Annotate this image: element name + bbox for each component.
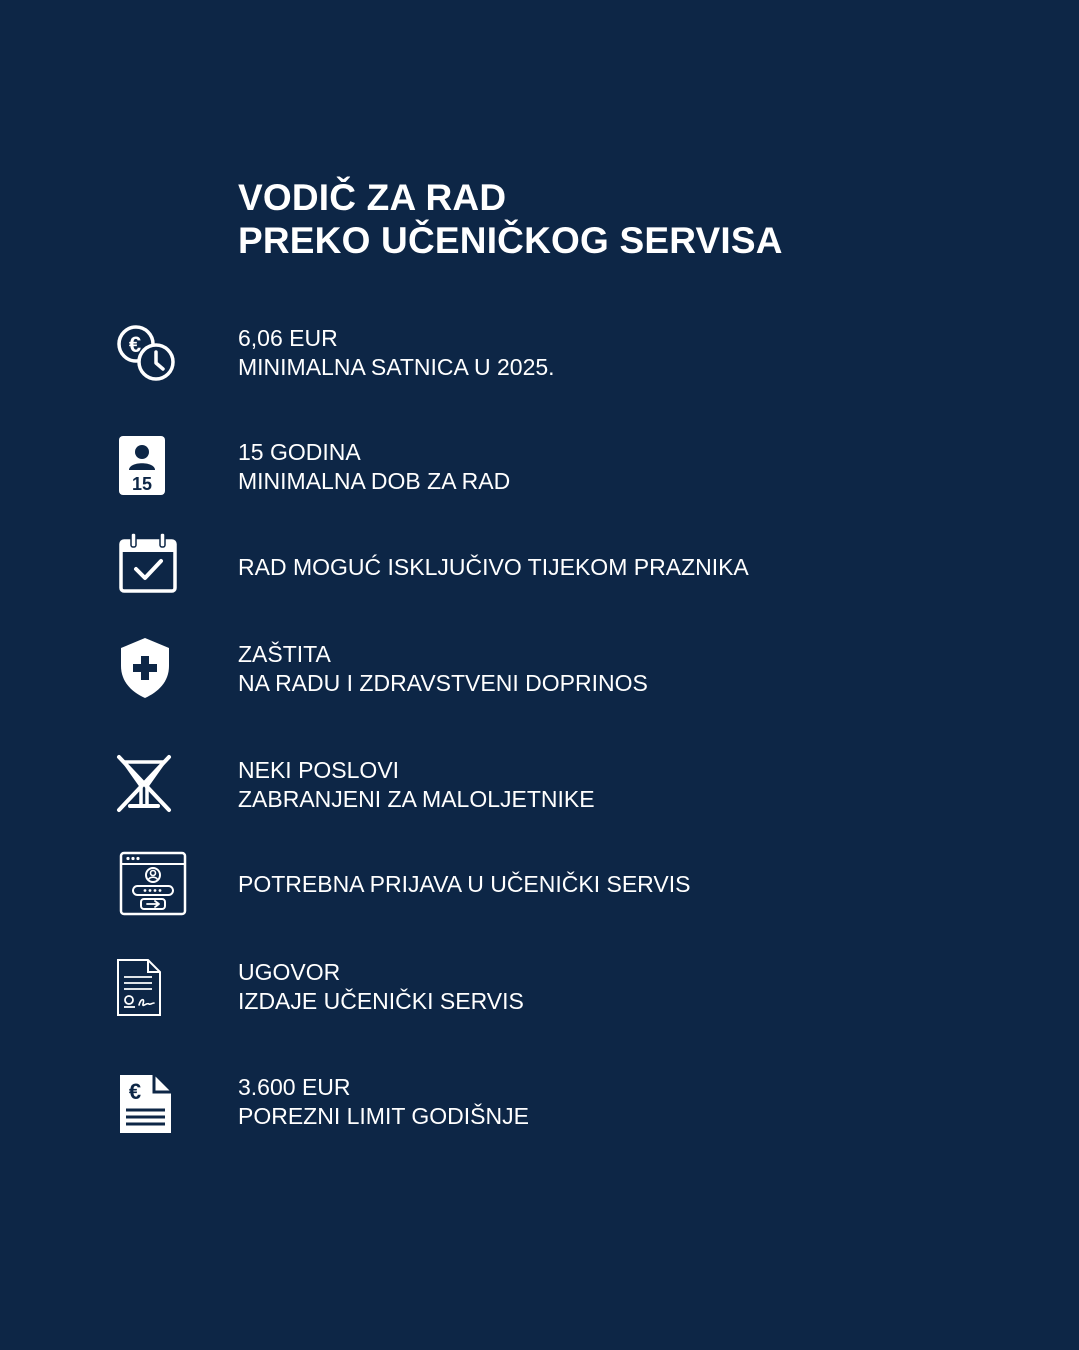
registration-text bbox=[238, 870, 690, 899]
euro-document-icon bbox=[118, 1073, 174, 1135]
euro-clock-icon bbox=[116, 322, 176, 382]
contract-title: UGOVOR bbox=[238, 959, 341, 985]
hourly-wage-value: 6,06 EUR bbox=[238, 325, 338, 351]
page-title bbox=[238, 176, 783, 262]
forbidden-jobs-text bbox=[238, 756, 595, 814]
contract-text bbox=[238, 958, 524, 1016]
registration-label: POTREBNA PRIJAVA U UČENIČKI SERVIS bbox=[238, 871, 691, 897]
calendar-check-icon bbox=[118, 532, 178, 594]
forbidden-jobs-label: ZABRANJENI ZA MALOLJETNIKE bbox=[238, 786, 595, 812]
age-id-badge-icon bbox=[118, 435, 168, 497]
tax-limit-value: 3.600 EUR bbox=[238, 1074, 351, 1100]
contract-document-icon bbox=[116, 958, 164, 1018]
insurance-text bbox=[238, 640, 648, 698]
insurance-label: NA RADU I ZDRAVSTVENI DOPRINOS bbox=[238, 670, 648, 696]
insurance-title: ZAŠTITA bbox=[238, 641, 331, 667]
no-alcohol-icon bbox=[116, 754, 172, 814]
minimum-age-label: MINIMALNA DOB ZA RAD bbox=[238, 468, 511, 494]
hourly-wage-text bbox=[238, 324, 555, 382]
hourly-wage-label: MINIMALNA SATNICA U 2025. bbox=[238, 354, 555, 380]
title-line-1: VODIČ ZA RAD bbox=[238, 177, 507, 218]
login-window-icon bbox=[119, 851, 187, 917]
contract-label: IZDAJE UČENIČKI SERVIS bbox=[238, 988, 524, 1014]
tax-limit-text bbox=[238, 1073, 529, 1131]
holidays-text bbox=[238, 553, 749, 582]
holidays-label: RAD MOGUĆ ISKLJUČIVO TIJEKOM PRAZNIKA bbox=[238, 554, 749, 580]
svg-text:€: € bbox=[128, 1079, 142, 1104]
shield-cross-icon bbox=[119, 637, 171, 699]
svg-text:€: € bbox=[128, 332, 142, 357]
forbidden-jobs-title: NEKI POSLOVI bbox=[238, 757, 400, 783]
title-line-2: PREKO UČENIČKOG SERVISA bbox=[238, 220, 783, 261]
minimum-age-value: 15 GODINA bbox=[238, 439, 361, 465]
minimum-age-text bbox=[238, 438, 510, 496]
age-badge-number: 15 bbox=[131, 474, 153, 494]
tax-limit-label: POREZNI LIMIT GODIŠNJE bbox=[238, 1103, 529, 1129]
